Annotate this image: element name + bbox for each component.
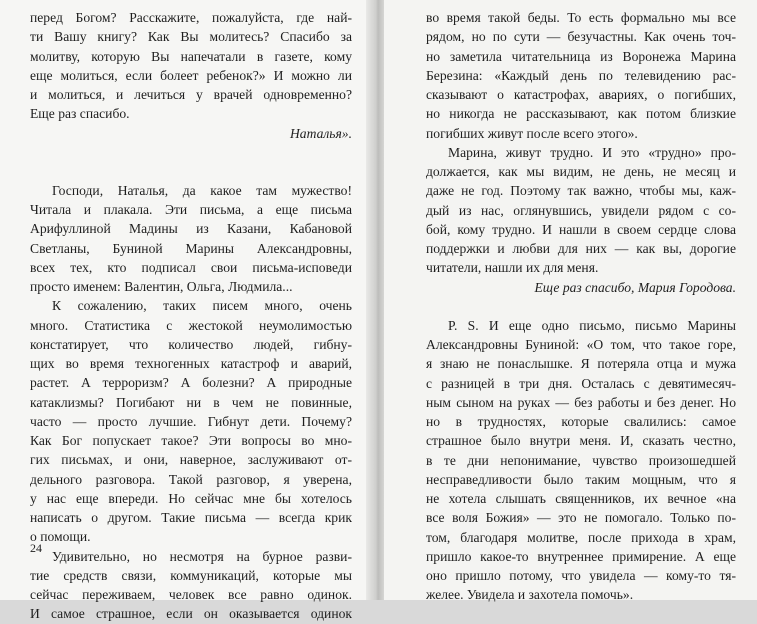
text-line: но никогда не рассказывают, как потом близкие (426, 106, 736, 122)
text-line: все воля Божия» — это не помогало. Только по- (426, 510, 736, 526)
text-line: Березина: «Каждый день по телевидению рас- (426, 67, 736, 83)
text-line: гих письмах, и они, наверное, заслуживают от- (30, 452, 352, 468)
text-line: желее. Увидела и захотела помочь». (426, 587, 634, 603)
text-line: пришло какое-то внутреннее примирение. А еще (426, 548, 736, 564)
text-line: ным сыном на руках — без работы и без денег. Но (426, 394, 736, 410)
text-line: молитву, которую Вы напечатали в газете, кому (30, 48, 352, 64)
text-line: К сожалению, таких писем много, очень (52, 298, 352, 314)
text-line: просто именем: Валентин, Ольга, Людмила... (30, 279, 293, 294)
text-line: читатели, нашли их для меня. (426, 260, 599, 276)
text-line: поддержки и любви для них — как вы, дорогие (426, 241, 736, 256)
left-page (0, 0, 370, 622)
text-line: том, благодаря молитве, после прихода в храм, (426, 529, 736, 545)
text-line: ти Вашу книгу? Как Вы молитесь? Спасибо за (30, 29, 352, 45)
paragraph-statistics (30, 296, 352, 546)
text-line: должается, как мы видим, не день, не месяц и (426, 164, 736, 179)
text-line: даже не год. Поэтому так важно, чтобы мы, каж- (426, 183, 736, 199)
paragraph-postscript (426, 316, 736, 605)
text-line: написать о другом. Такие письма — всегда крик (30, 510, 352, 525)
text-line: Читала и плакала. Эти письма, а еще письма (30, 202, 352, 217)
letter-ending-paragraph (30, 8, 352, 124)
text-line: много. Статистика с жестокой неумолимостью (30, 317, 352, 333)
text-line: Господи, Наталья, да какое там мужество! (52, 182, 352, 198)
left-page-text (30, 8, 352, 624)
text-line: всех тех, кто подписал свои письма-исповеди (30, 259, 352, 275)
text-line: часто — просто лучшие. Гибнут дети. Почему? (30, 413, 352, 429)
text-line: у нас еще впереди. Но сейчас мне бы хотелось (30, 490, 352, 506)
text-line: погибших живут после всего этого». (426, 125, 638, 141)
text-line: тие средств связи, коммуникаций, которые мы (30, 567, 352, 583)
text-line: перед Богом? Расскажите, пожалуйста, где най- (30, 10, 352, 25)
text-line: дельного разговора. Такой разговор, я уверена, (30, 471, 352, 487)
text-line: в те дни непонимание, чувство произошедшей (426, 452, 736, 468)
text-line: щих во время техногенных катастроф и аварий, (30, 356, 352, 371)
text-line: Удивительно, но несмотря на бурное разви- (52, 548, 352, 564)
paragraph-gap (30, 143, 352, 162)
text-line: не хотела слышать священников, их вечное «на (426, 491, 736, 506)
text-line: бой, кому трудно. И нашли в своем сердце слова (426, 221, 736, 237)
text-line: о помощи. (30, 529, 91, 545)
page-number: 24 (30, 541, 42, 555)
paragraph-gospodi (30, 181, 352, 297)
text-line: рядом, но по сути — безучастны. Как очень точ- (426, 29, 736, 45)
paragraph-gap (30, 162, 352, 181)
signature-maria-gorodova: Еще раз спасибо, Мария Городова. (534, 279, 736, 295)
text-line: растет. А терроризм? А болезни? А природные (30, 375, 352, 391)
text-line: во время такой беды. То есть формально мы все (426, 10, 736, 25)
paragraph-gap (426, 297, 736, 316)
text-line: Светланы, Буниной Марины Александровны, (30, 240, 352, 256)
text-line: страшное было внутри меня. И, сказать честно, (426, 433, 736, 449)
right-page-text (426, 8, 736, 605)
text-line: оно пришло потому, что увидела — кому-то тя- (426, 568, 736, 583)
paragraph-marina (426, 143, 736, 278)
text-line: констатирует, что количество людей, гибну- (30, 336, 352, 352)
text-line: с разницей в три дня. Осталась с девятимесяч- (426, 375, 736, 391)
paragraph-continuation (426, 8, 736, 143)
text-line: сказывают о катастрофах, авариях, о погибших, (426, 87, 736, 102)
paragraph-communication (30, 547, 352, 624)
signature-natalya: Наталья». (289, 125, 352, 141)
text-line: сейчас переживаем, человек все равно одинок. (30, 587, 352, 602)
text-line: P. S. И еще одно письмо, письмо Марины (448, 317, 736, 333)
right-page (384, 0, 757, 603)
text-line: и молиться, и лечиться у врачей одновременно? (30, 87, 352, 102)
text-line: Марина, живут трудно. И это «трудно» про- (448, 144, 736, 160)
text-line: И самое страшное, если он оказывается одинок (30, 606, 352, 622)
text-line: Еще раз спасибо. (30, 106, 130, 122)
text-line: я знаю не понаслышке. Я потеряла отца и мужа (426, 356, 736, 372)
text-line: но заметила читательница из Воронежа Марина (426, 48, 736, 64)
text-line: катаклизмы? Погибают ни в чем не повинные, (30, 394, 352, 410)
text-line: несправедливости было таким мощным, что я (426, 471, 736, 487)
text-line: дый из нас, оглянувшись, увидели рядом с со- (426, 202, 736, 218)
text-line: но в трудностях, которые свалились: самое (426, 414, 736, 429)
text-line: Александровны Буниной: «О том, что такое горе, (426, 337, 736, 352)
text-line: еще молиться, если болеет ребенок?» И можно ли (30, 67, 352, 83)
text-line: Арифуллиной Мадины из Казани, Кабановой (30, 221, 352, 237)
text-line: Как Бог попускает такое? Эти вопросы во мно- (30, 433, 352, 448)
